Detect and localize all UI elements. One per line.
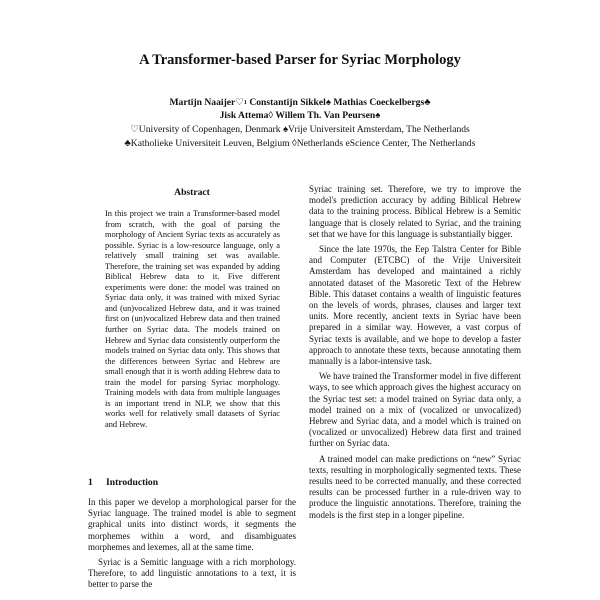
paragraph: Syriac is a Semitic language with a rich morphology. Therefore, to add linguistic annotations to a text, it is better to parse the: [88, 557, 296, 590]
footnote-mark: 1: [243, 100, 247, 106]
paragraph: We have trained the Transformer model in five different ways, to see which approach gives the highest accuracy on the Syriac test set: a model trained on Syriac data only, a model trained on a mix of (vocalized or unvocalized) Hebrew and Syriac data, and a model which is trained on (vocalized or unvocalized) Hebrew data first and trained further on Syriac data.: [309, 371, 521, 449]
author-name: Constantijn Sikkel: [249, 97, 326, 108]
author-name: Mathias Coeckelbergs: [333, 97, 425, 108]
affiliation-mark: ♠: [325, 97, 331, 108]
affiliation-mark: ♣: [424, 97, 431, 108]
introduction-body: [88, 497, 296, 591]
section-heading-introduction: [88, 477, 296, 488]
paragraph: Since the late 1970s, the Eep Talstra Center for Bible and Computer (ETCBC) of the Vrije Universiteit Amsterdam has developed and maintained a richly annotated dataset of the Masoretic Text of the Hebrew Bible. This dataset contains a wealth of linguistic features on the levels of words, phrases, clauses and larger text units. More recently, ancient texts in Syriac have been prepared in a similar way. However, a vast corpus of Syriac texts is available, and we hope to develop a faster approach to annotate these texts, because annotating them manually is a labor-intensive task.: [309, 244, 521, 367]
paragraph: A trained model can make predictions on “new” Syriac texts, resulting in morphologically segmented texts. These results need to be corrected manually, and these corrected results can be processed further in a rule-driven way to produce the linguistic annotations. Therefore, training the models is the first step in a longer pipeline.: [309, 453, 521, 520]
author-name: Willem Th. Van Peursen: [275, 110, 376, 121]
author-name: Martijn Naaijer: [169, 97, 236, 108]
paragraph: In this paper we develop a morphological parser for the Syriac language. The trained model is able to segment graphical units into distinct words, it segments the morphemes within a word, and disambiguates morphemes and lexemes, all at the same time.: [88, 497, 296, 552]
author-name: Jisk Attema: [219, 110, 269, 121]
affiliation-line-1: ♡University of Copenhagen, Denmark ♠Vrije Universiteit Amsterdam, The Netherlands: [130, 124, 470, 135]
affiliation-mark: ♠: [375, 110, 381, 121]
section-number: 1: [88, 477, 93, 488]
affiliation-mark: ◊: [268, 110, 274, 121]
author-line-1: [0, 97, 600, 109]
section-title: Introduction: [106, 477, 159, 488]
author-line-2: [0, 110, 600, 122]
right-column-body: [309, 184, 521, 521]
abstract-heading: Abstract: [174, 187, 210, 198]
abstract-text: In this project we train a Transformer-based model from scratch, with the goal of parsing the morphology of Ancient Syriac texts as accurately as possible. Syriac is a low-resource language, only a relatively small training set was available. Therefore, the training set was expanded by adding Biblical Hebrew data to it. Five different experiments were done: the model was trained on Syriac data only, it was trained with mixed Syriac and (un)vocalized Hebrew data, and it was trained first on (un)vocalized Hebrew data and then trained further on Syriac data. The models trained on Hebrew and Syriac data consistently outperform the models trained on Syriac data only. This shows that the differences between Syriac and Hebrew are small enough that it is worth adding Hebrew data to train the model for parsing Syriac morphology. Training models with data from multiple languages is an important trend in NLP, we show that this works well for relatively small datasets of Syriac and Hebrew.: [105, 209, 280, 429]
affiliation-mark: ♡: [235, 97, 244, 108]
affiliation-line-2: ♣Katholieke Universiteit Leuven, Belgium ◊Netherlands eScience Center, The Netherlands: [124, 138, 476, 149]
paper-title: A Transformer-based Parser for Syriac Morphology: [139, 52, 461, 68]
paragraph: Syriac training set. Therefore, we try to improve the model's prediction accuracy by adding Biblical Hebrew data to the training process. Biblical Hebrew is a Semitic language that is closely related to Syriac, and the training set that we have for this language is substantially bigger.: [309, 184, 521, 239]
